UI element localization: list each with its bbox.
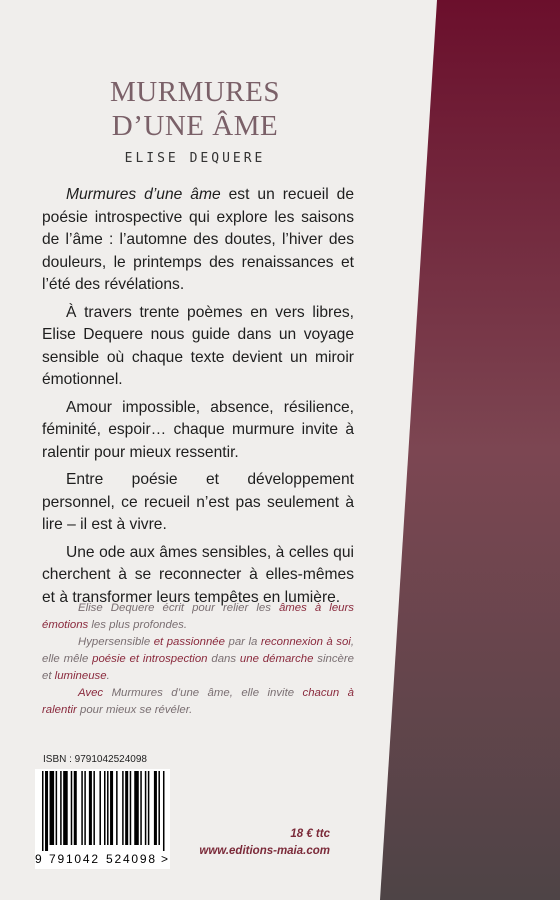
bio-text: les plus profondes. xyxy=(88,619,188,631)
barcode-bar xyxy=(50,771,55,845)
blurb-paragraph-5: Une ode aux âmes sensibles, à celles qui cherchent à se reconnecter à elles-mêmes et à transformer leurs tempêtes en lumière. xyxy=(42,543,354,606)
barcode-bar xyxy=(110,771,113,845)
barcode-bars xyxy=(42,771,166,851)
barcode-bar xyxy=(63,771,68,845)
bio-highlight: chacun à ralentir xyxy=(42,687,354,716)
isbn-label: ISBN : 9791042524098 xyxy=(43,754,147,765)
blurb-paragraph-1 xyxy=(42,184,354,297)
bio-text: dans xyxy=(207,653,240,665)
bio-text: . xyxy=(106,670,110,682)
barcode-bar xyxy=(89,771,92,845)
barcode-bar xyxy=(163,771,165,851)
blurb-paragraph-2: À travers trente poèmes en vers libres, Elise Dequere nous guide dans un voyage sensible où chaque texte devient un miroir émotionnel. xyxy=(42,303,354,388)
bio-line-1 xyxy=(42,600,354,634)
barcode-bar xyxy=(154,771,157,845)
barcode-bar xyxy=(74,771,77,845)
barcode-bar xyxy=(81,771,83,845)
barcode xyxy=(35,769,170,869)
author-bio xyxy=(42,600,354,719)
barcode-bar xyxy=(99,771,101,845)
barcode-bar xyxy=(134,771,139,845)
publisher-website: www.editions-maia.com xyxy=(199,845,330,857)
barcode-digits xyxy=(35,851,170,867)
barcode-bar xyxy=(60,771,62,845)
barcode-bar xyxy=(56,771,58,845)
bio-highlight: et passionnée xyxy=(153,636,225,648)
blurb xyxy=(42,184,354,609)
barcode-digit-group-1: 791042 xyxy=(49,852,100,866)
bio-text: Murmures d’une âme xyxy=(111,687,230,699)
barcode-bar xyxy=(104,771,106,845)
bio-text: par la xyxy=(224,636,261,648)
price: 18 € ttc xyxy=(290,828,330,840)
book-title-line-2: D’UNE ÂME xyxy=(111,110,279,142)
bio-highlight: une démarche xyxy=(239,653,314,665)
blurb-paragraph-4: Entre poésie et développement personnel, ce recueil n’est pas seulement à lire – il est à vivre. xyxy=(42,471,354,533)
blurb-paragraph-1-text: est un recueil de poésie introspective qui explore les saisons de l’âme : l’automne des doutes, l’hiver des douleurs, le printemps des renaissances et l’été des révélations. xyxy=(42,186,354,293)
bio-text: pour mieux se révéler. xyxy=(76,704,193,716)
barcode-bar xyxy=(148,771,150,845)
bio-line-2 xyxy=(42,634,354,685)
bio-highlight: lumineuse xyxy=(54,670,107,682)
author-name: ELISE DEQUERE xyxy=(124,151,266,166)
barcode-bar xyxy=(125,771,128,845)
barcode-bar xyxy=(140,771,142,845)
barcode-bar xyxy=(71,771,73,845)
barcode-bar xyxy=(42,771,44,851)
bio-highlight: Avec xyxy=(78,687,112,699)
barcode-bar xyxy=(130,771,132,845)
barcode-bar xyxy=(45,771,48,851)
barcode-bar xyxy=(145,771,147,845)
bio-text: , elle mêle xyxy=(42,636,354,665)
bio-text: , elle invite xyxy=(229,687,303,699)
bio-highlight: âmes à leurs émotions xyxy=(42,602,354,631)
bio-text: Hypersensible xyxy=(78,636,154,648)
barcode-first-digit: 9 xyxy=(35,852,42,866)
barcode-bar xyxy=(122,771,124,845)
barcode-bar xyxy=(116,771,118,845)
barcode-digit-group-2: 524098 xyxy=(106,852,157,866)
blurb-book-title: Murmures d’une âme xyxy=(66,186,221,203)
book-title-line-1: MURMURES xyxy=(110,76,280,108)
barcode-bar xyxy=(84,771,86,845)
bio-highlight: reconnexion à soi xyxy=(260,636,351,648)
barcode-bar xyxy=(107,771,109,845)
bio-text: sincère et xyxy=(42,653,355,682)
barcode-bar xyxy=(93,771,95,845)
bio-text: Elise Dequere écrit pour relier les xyxy=(78,602,279,614)
bio-line-3 xyxy=(42,685,354,719)
bio-highlight: poésie et introspection xyxy=(92,653,208,665)
barcode-bar xyxy=(158,771,160,845)
barcode-arrow: > xyxy=(161,852,169,866)
blurb-paragraph-3: Amour impossible, absence, résilience, féminité, espoir… chaque murmure invite à ralentir pour mieux ressentir. xyxy=(42,398,354,461)
